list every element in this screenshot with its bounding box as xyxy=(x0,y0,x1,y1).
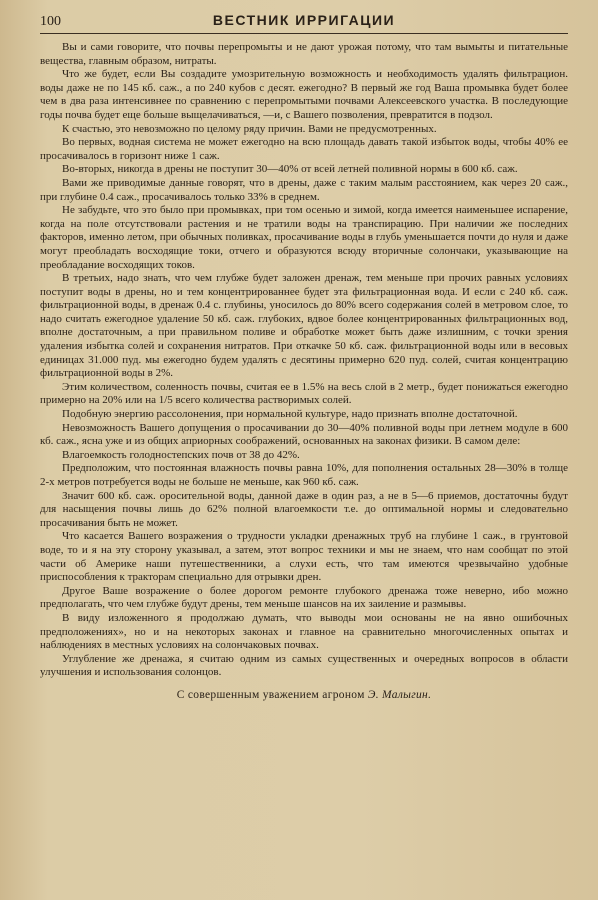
paragraph: В виду изложенного я продолжаю думать, что выводы мои основаны не на явно ошибочных предположениях», но и на некоторых законах и главное на сравнительно многочисленных опытах и наблюдениях в местных условиях на солончаковых почвах. xyxy=(40,611,568,652)
paragraph: Предположим, что постоянная влажность почвы равна 10%, для пополнения остальных 28—30% в толще 2-х метров потребуется воды не больше не меньше, как 960 кб. саж. xyxy=(40,462,568,488)
paragraph: Подобную энергию рассолонения, при нормальной культуре, надо признать вполне достаточной. xyxy=(62,408,518,421)
paragraph: Что касается Вашего возражения о трудности укладки дренажных труб на глубине 1 саж., в грунтовой воде, то и я на эту сторону указывал, а затем, этот вопрос техники и мы не знаем, что нам сообщат по этой части об Америке наши путешественники, а слухи есть, что там имеются чрезвычайно удобные приспособления к тракторам специально для отрывки дрен. xyxy=(40,530,568,584)
signature-line xyxy=(40,689,568,701)
paragraph: Что же будет, если Вы создадите умозрительную возможность и необходимость удалять фильтрацион. воды даже не по 145 кб. саж., а по 240 кубов с десят. ежегодно? В первый же год Ваша промывка будет более чем в два раза интенсивнее по сравнению с перепромытыми почвами Алексеевского участка. В последующие годы почва будет еще больше выщелачиваться, —и, с Вашего позволения, превратится в подзол. xyxy=(40,68,568,121)
paragraph: Невозможность Вашего допущения о просачивании до 30—40% поливной воды при летнем модуле в 600 кб. саж., ясна уже и из общих априорных соображений, основанных на законах физики. В самом деле: xyxy=(40,421,568,448)
paragraph: Во первых, водная система не может ежегодно на всю площадь давать такой избыток воды, чтобы 40% ее просачивалось в горизонт ниже 1 саж. xyxy=(40,136,568,162)
paragraph: Вами же приводимые данные говорят, что в дрены, даже с таким малым расстоянием, как через 20 саж., при глубине 0.4 саж., просачивалось только 33% в среднем. xyxy=(40,176,568,203)
paragraph: Другое Ваше возражение о более дорогом ремонте глубокого дренажа тоже неверно, ибо можно предполагать, что чем глубже будут дрены, тем меньше шансов на их заиление и размывы. xyxy=(40,584,568,611)
article-body xyxy=(40,41,568,680)
paragraph: Значит 600 кб. саж. оросительной воды, данной даже в один раз, а не в 5—6 приемов, достаточны будут для насыщения почвы лишь до 62% полной влагоемкости т.е. до оптимальной нормы и следовательно просачивания быть не может. xyxy=(40,489,568,529)
page-header xyxy=(40,12,568,34)
paragraph: Углубление же дренажа, я считаю одним из самых существенных и очередных вопросов в области улучшения и использования солонцов. xyxy=(40,652,568,679)
page-number: 100 xyxy=(40,14,61,29)
paragraph: К счастью, это невозможно по целому ряду причин. Вами не предусмотренных. xyxy=(62,122,437,135)
paragraph: Этим количеством, соленность почвы, считая ее в 1.5% на весь слой в 2 метр., будет понижаться ежегодно примерно на 20% или на 1/5 всего количества растворимых солей. xyxy=(40,380,568,407)
signature-name: Э. Малыгин. xyxy=(367,688,432,701)
paragraph: Не забудьте, что это было при промывках, при том осенью и зимой, когда имеется наименьшее испарение, когда на поле отсутствовали растения и не тратили воды на транспирацию. При наличии же последних факторов, именно летом, при обычных поливках, просачивание воды в глубь уменьшается почти до нуля и даже могут преобладать восходящие токи, отчего и образуются всюду вторичные солончаки, указывающие на преобладание восходящих токов. xyxy=(40,204,568,271)
paragraph: Вы и сами говорите, что почвы перепромыты и не дают урожая потому, что там вымыты и питательные вещества, главным образом, нитраты. xyxy=(40,41,568,67)
paragraph: В третьих, надо знать, что чем глубже будет заложен дренаж, тем меньше при прочих равных условиях поступит воды в дрены, но и тем концентрированнее будет эта фильтрационная вода. И если с 240 кб. саж. фильтрационной воды, в дренаж 0.4 с. глубины, уносилось до 80% всего содержания солей в метровом слое, то надо считать ежегодное удаление 50 кб. саж. глубоких, вдвое более концентрированных фильтрационных вод, вполне достаточным, а при правильном поливе и обработке может быть даже излишним, с точки зрения удаления избытка солей и сохранения нитратов. При откачке 50 кб. саж. фильтрационной воды или в весовых единицах 31.000 пуд. мы ежегодно будем удалять с десятины примерно 620 пуд. солей, считая концентрацию фильтрационной воды в 2%. xyxy=(40,272,568,380)
paragraph: Влагоемкость голодностепских почв от 38 до 42%. xyxy=(62,448,300,461)
paragraph: Во-вторых, никогда в дрены не поступит 30—40% от всей летней поливной нормы в 600 кб. саж. xyxy=(62,163,518,176)
signature-text: С совершенным уважением агроном xyxy=(176,688,365,701)
journal-title: ВЕСТНИК ИРРИГАЦИИ xyxy=(212,12,396,28)
